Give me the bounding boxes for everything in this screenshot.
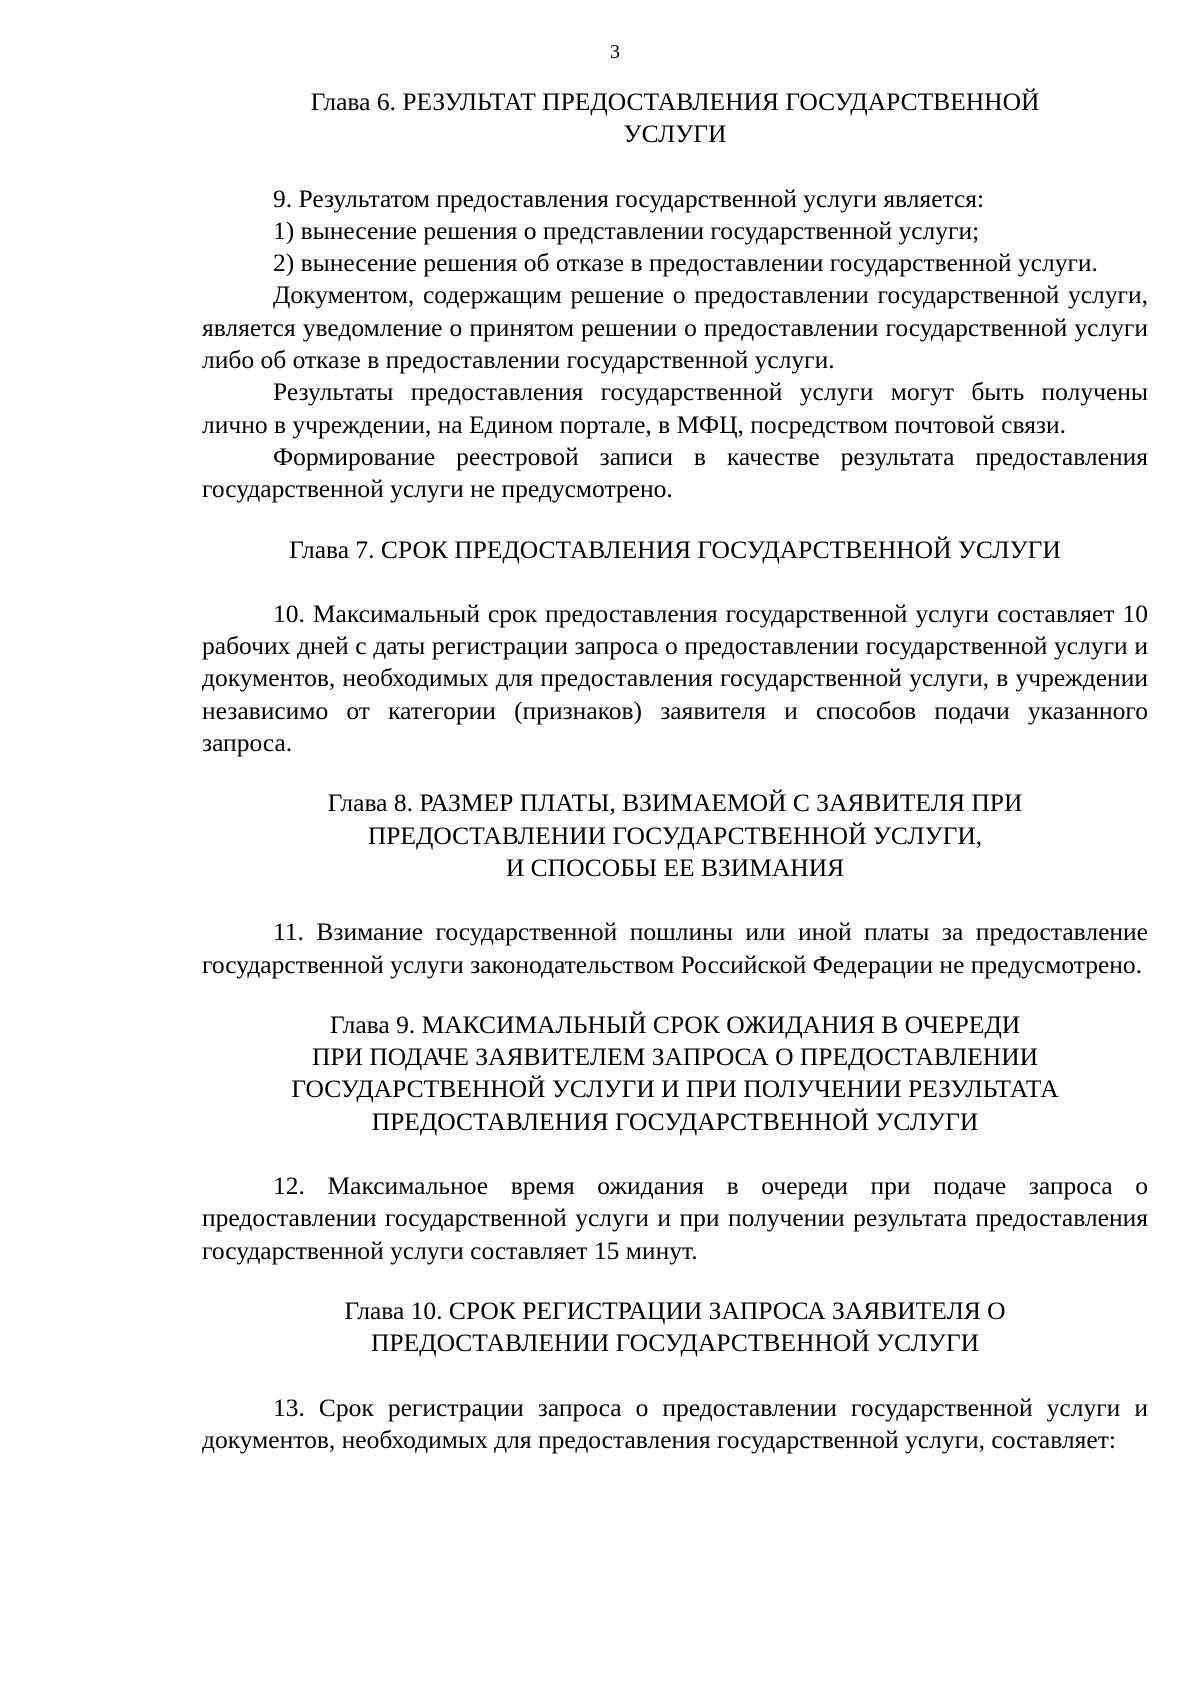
paragraph-9-document: Документом, содержащим решение о предоставлении государственной услуги, является уведомление о принятом решении о предоставлении государственной услуги либо об отказе в предоставлении государственной услуги. bbox=[202, 280, 1148, 375]
heading-line: УСЛУГИ bbox=[623, 119, 727, 149]
heading-line: Глава 8. РАЗМЕР ПЛАТЫ, ВЗИМАЕМОЙ С ЗАЯВИТЕЛЯ ПРИ bbox=[327, 788, 1023, 818]
chapter-10-heading bbox=[202, 1295, 1148, 1360]
page-number: 3 bbox=[610, 41, 620, 63]
paragraph-9: 9. Результатом предоставления государственной услуги является: bbox=[273, 183, 985, 213]
heading-line: И СПОСОБЫ ЕЕ ВЗИМАНИЯ bbox=[505, 852, 845, 882]
paragraph-13: 13. Срок регистрации запроса о предоставлении государственной услуги и документов, необходимых для предоставления государственной услуги, составляет: bbox=[202, 1392, 1148, 1454]
heading-line: ГОСУДАРСТВЕННОЙ УСЛУГИ И ПРИ ПОЛУЧЕНИИ РЕЗУЛЬТАТА bbox=[291, 1074, 1059, 1104]
paragraph-9-item-2: 2) вынесение решения об отказе в предоставлении государственной услуги. bbox=[273, 248, 1098, 278]
paragraph-9-item-1: 1) вынесение решения о представлении государственной услуги; bbox=[273, 215, 980, 245]
chapter-7-heading bbox=[202, 534, 1148, 566]
heading-line: Глава 10. СРОК РЕГИСТРАЦИИ ЗАПРОСА ЗАЯВИТЕЛЯ О bbox=[344, 1295, 1006, 1325]
document-body bbox=[202, 86, 1148, 1456]
paragraph-11: 11. Взимание государственной пошлины или иной платы за предоставление государственной услуги законодательством Российской Федерации не предусмотрено. bbox=[202, 917, 1148, 979]
paragraph-10: 10. Максимальный срок предоставления государственной услуги составляет 10 рабочих дней с даты регистрации запроса о предоставлении государственной услуги и документов, необходимых для предоставления государственной услуги, в учреждении независимо от категории (признаков) заявителя и способов подачи указанного запроса. bbox=[202, 598, 1148, 758]
heading-line: Глава 7. СРОК ПРЕДОСТАВЛЕНИЯ ГОСУДАРСТВЕННОЙ УСЛУГИ bbox=[289, 534, 1061, 564]
paragraph-9-results: Результаты предоставления государственной услуги могут быть получены лично в учреждении, на Едином портале, в МФЦ, посредством почтовой связи. bbox=[202, 377, 1148, 439]
heading-line: Глава 9. МАКСИМАЛЬНЫЙ СРОК ОЖИДАНИЯ В ОЧЕРЕДИ bbox=[329, 1009, 1021, 1039]
chapter-9-heading bbox=[202, 1009, 1148, 1138]
chapter-6-heading bbox=[202, 86, 1148, 151]
chapter-8-heading bbox=[202, 787, 1148, 884]
heading-line: ПРЕДОСТАВЛЕНИИ ГОСУДАРСТВЕННОЙ УСЛУГИ, bbox=[367, 820, 983, 850]
paragraph-12: 12. Максимальное время ожидания в очереди при подаче запроса о предоставлении государственной услуги и при получении результата предоставления государственной услуги составляет 15 минут. bbox=[202, 1171, 1148, 1265]
heading-line: Глава 6. РЕЗУЛЬТАТ ПРЕДОСТАВЛЕНИЯ ГОСУДАРСТВЕННОЙ bbox=[310, 87, 1040, 116]
heading-line: ПРИ ПОДАЧЕ ЗАЯВИТЕЛЕМ ЗАПРОСА О ПРЕДОСТАВЛЕНИИ bbox=[311, 1042, 1039, 1072]
heading-line: ПРЕДОСТАВЛЕНИИ ГОСУДАРСТВЕННОЙ УСЛУГИ bbox=[371, 1328, 979, 1358]
paragraph-9-registry: Формирование реестровой записи в качестве результата предоставления государственной услуги не предусмотрено. bbox=[202, 441, 1148, 504]
heading-line: ПРЕДОСТАВЛЕНИЯ ГОСУДАРСТВЕННОЙ УСЛУГИ bbox=[371, 1106, 979, 1136]
